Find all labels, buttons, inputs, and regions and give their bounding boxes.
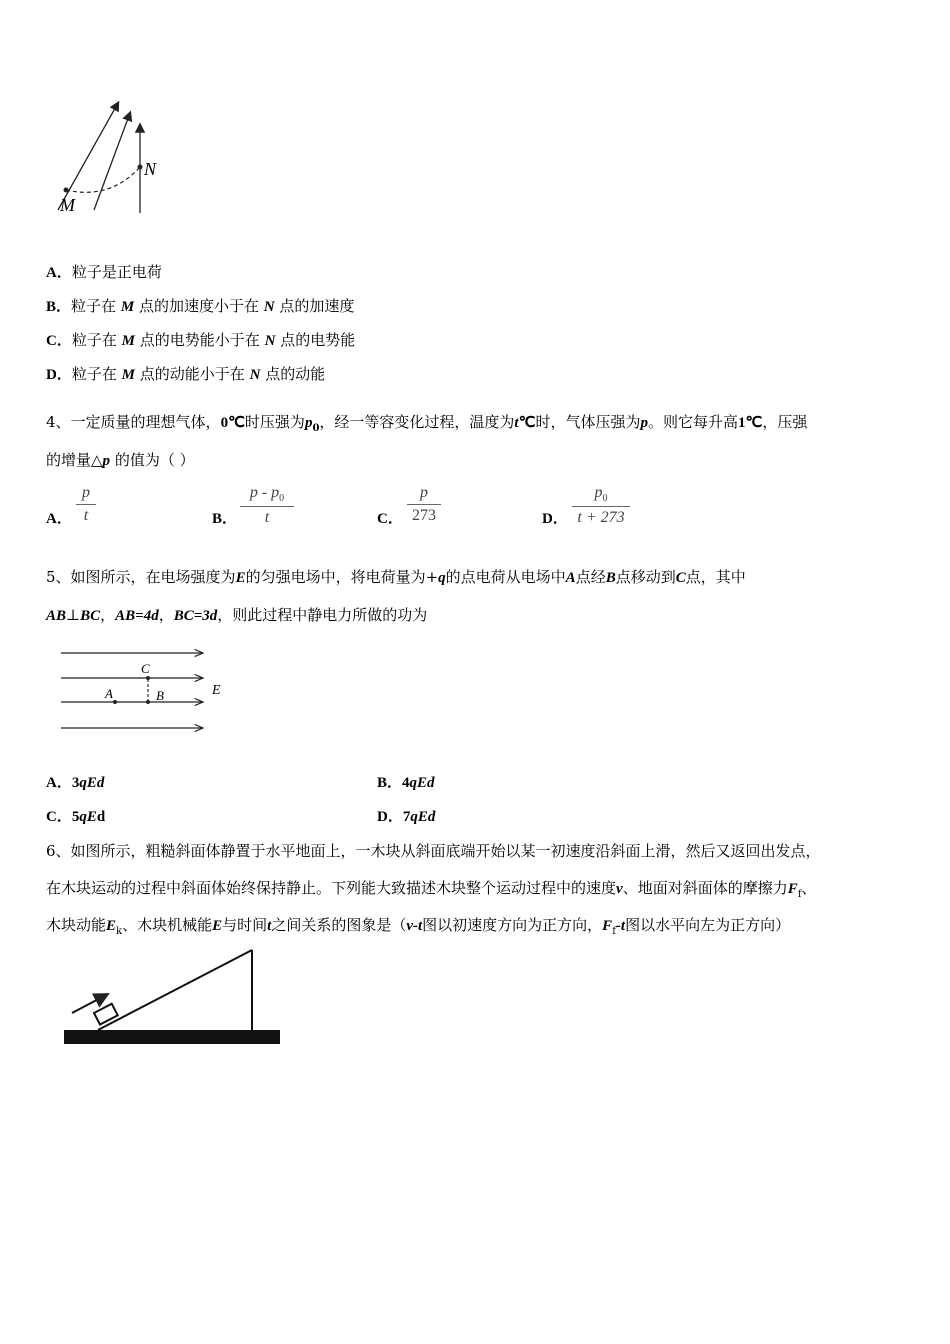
field-line-1 <box>58 103 118 210</box>
var-p: p <box>640 415 648 431</box>
q4-fraction-a <box>76 484 96 525</box>
option-text: qEd <box>410 809 436 825</box>
var-m: M <box>120 299 135 315</box>
var-m: M <box>121 367 135 383</box>
denominator: t <box>264 509 270 527</box>
option-number: 3 <box>71 775 80 791</box>
label-b: B <box>156 688 164 703</box>
text: 、 <box>801 879 817 897</box>
option-number: 4 <box>402 775 410 791</box>
sub-0: 0 <box>602 493 608 505</box>
sub-0: 0 <box>312 423 320 434</box>
text: ， <box>158 606 174 624</box>
option-text: qE <box>79 809 97 825</box>
var-dp: p <box>102 453 111 469</box>
text: 点移动到 <box>615 568 676 586</box>
q3-option-b[interactable]: B．粒子在 M 点的加速度小于在 N 点的加速度 <box>46 297 355 315</box>
option-letter: C <box>46 809 57 825</box>
option-letter: D <box>377 809 388 825</box>
text: ，则此过程中静电力所做的功为 <box>217 606 428 624</box>
option-text: 粒子在 <box>71 365 117 383</box>
option-letter: C <box>46 333 57 349</box>
option-text: 点的动能 <box>265 365 326 383</box>
option-text: 粒子是正电荷 <box>71 263 162 281</box>
option-number: 5 <box>71 809 80 825</box>
perp-symbol: ⊥ <box>66 606 81 624</box>
q5-option-a[interactable]: A．3qEd <box>46 775 105 791</box>
option-text: 点的动能小于在 <box>139 365 245 383</box>
option-number: 7 <box>402 809 411 825</box>
option-tail: d <box>96 809 106 825</box>
text: 的匀强电场中，将电荷量为+ <box>245 568 439 586</box>
var-e: E <box>212 918 223 934</box>
bc-value: BC=3d <box>173 608 218 624</box>
text: 点经 <box>575 568 606 586</box>
var-q: q <box>438 570 446 586</box>
option-text: 点的加速度 <box>279 297 355 315</box>
label-m: M <box>60 195 75 215</box>
point-m <box>64 188 69 193</box>
option-letter: A <box>46 265 57 281</box>
denominator: 273 <box>412 507 436 524</box>
text: 的点电荷从电场中 <box>445 568 566 586</box>
q4-option-d[interactable]: D． <box>542 511 568 527</box>
option-letter: A <box>46 511 57 527</box>
var-m: M <box>121 333 135 349</box>
q6-stem-line2 <box>46 877 816 900</box>
ft-t: -t <box>615 918 626 934</box>
q5-number: 5、 <box>46 568 71 586</box>
q4-fraction-d <box>572 484 630 527</box>
text: ，经一等容变化过程，温度为 <box>319 413 515 431</box>
seg-ab: AB <box>46 608 67 624</box>
var-n: N <box>263 299 275 315</box>
seg-bc: BC <box>80 608 101 624</box>
q5-stem-line1 <box>46 566 746 587</box>
text: 一定质量的理想气体， <box>70 413 221 431</box>
q3-field-figure <box>50 95 180 220</box>
label-c: C <box>141 661 150 676</box>
q6-number: 6、 <box>46 842 71 860</box>
text: 与时间 <box>222 916 268 934</box>
denominator: t + 273 <box>577 509 625 527</box>
text: 。则它每升高 <box>647 413 738 431</box>
text: ， <box>100 606 116 624</box>
denominator: t <box>83 507 89 524</box>
ground <box>64 1030 280 1044</box>
option-text: qEd <box>409 775 435 791</box>
var-e: E <box>235 570 246 586</box>
option-letter: B <box>46 299 57 315</box>
trajectory-curve <box>66 167 140 192</box>
label-a: A <box>105 686 113 701</box>
q5-option-c[interactable]: C．5qEd <box>46 809 106 825</box>
text: 、地面对斜面体的摩擦力 <box>622 879 788 897</box>
q3-option-d[interactable]: D．粒子在 M 点的动能小于在 N 点的动能 <box>46 365 326 383</box>
numerator: p <box>82 484 90 501</box>
point-b <box>146 700 150 704</box>
incline-surface <box>98 950 252 1030</box>
text: 点，其中 <box>685 568 746 586</box>
q4-fraction-b <box>240 484 294 527</box>
sub-0: 0 <box>279 493 285 505</box>
point-a <box>113 700 117 704</box>
text: 、木块机械能 <box>122 916 213 934</box>
numerator: p - p <box>249 484 280 501</box>
one-degree: 1℃ <box>737 415 763 431</box>
ab-value: AB=4d <box>115 608 159 624</box>
var-p0: p <box>304 415 313 431</box>
q6-incline-figure <box>60 945 285 1055</box>
point-n <box>138 165 143 170</box>
option-text: 粒子在 <box>71 297 117 315</box>
q5-stem-line2 <box>46 604 427 625</box>
text: 之间关系的图象是（ <box>271 916 407 934</box>
sub-f: f <box>612 926 616 937</box>
option-text: 点的加速度小于在 <box>138 297 259 315</box>
q6-stem-line1 <box>46 840 821 861</box>
option-letter: D <box>542 511 553 527</box>
q4-stem-line1 <box>46 411 807 434</box>
numerator: p <box>594 484 603 501</box>
text: 图以初速度方向为正方向， <box>422 916 603 934</box>
option-text: 点的电势能 <box>280 331 356 349</box>
q4-option-b[interactable]: B． <box>212 511 238 527</box>
var-b: B <box>605 570 616 586</box>
point-c <box>146 676 150 680</box>
text: 如图所示，在电场强度为 <box>70 568 236 586</box>
q5-option-b[interactable]: B．4qEd <box>377 775 435 791</box>
var-n: N <box>264 333 276 349</box>
numerator: p <box>420 484 428 501</box>
var-t: t <box>267 918 272 934</box>
option-text: 点的电势能小于在 <box>139 331 260 349</box>
sub-f: f <box>797 889 802 900</box>
option-text: 粒子在 <box>71 331 117 349</box>
var-n: N <box>249 367 261 383</box>
q6-stem-line3 <box>46 914 790 937</box>
q4-stem-line2 <box>46 449 195 470</box>
var-c: C <box>675 570 686 586</box>
q4-option-a[interactable]: A． <box>46 511 72 527</box>
field-line-2 <box>94 113 130 210</box>
option-letter: C <box>377 511 388 527</box>
q4-fraction-c <box>407 484 441 525</box>
label-e: E <box>212 683 221 698</box>
var-t: t <box>514 415 519 431</box>
var-ft: F <box>602 918 613 934</box>
var-f: F <box>787 881 798 897</box>
var-ek: E <box>106 918 117 934</box>
text: ，压强 <box>762 413 808 431</box>
label-n: N <box>144 159 157 179</box>
text: 木块动能 <box>46 916 107 934</box>
option-letter: B <box>212 511 223 527</box>
text: 的增量△ <box>46 451 103 469</box>
option-letter: D <box>46 367 57 383</box>
q5-field-figure <box>55 642 235 742</box>
vt-graph: v-t <box>406 918 423 934</box>
option-letter: A <box>46 775 57 791</box>
text: 的值为（ ） <box>110 451 195 469</box>
text: 如图所示，粗糙斜面体静置于水平地面上，一木块从斜面底端开始以某一初速度沿斜面上滑，然后又返回出发点， <box>70 842 821 860</box>
q4-option-c[interactable]: C． <box>377 511 403 527</box>
q4-number: 4、 <box>46 413 71 431</box>
option-text: qEd <box>79 775 105 791</box>
text: 时，气体压强为 <box>535 413 641 431</box>
sub-k: k <box>116 926 123 937</box>
var-a: A <box>565 570 576 586</box>
text: 图以水平向左为正方向） <box>625 916 791 934</box>
q5-option-d[interactable]: D．7qEd <box>377 809 436 825</box>
q3-option-a[interactable]: A．粒子是正电荷 <box>46 263 162 281</box>
option-letter: B <box>377 775 388 791</box>
var-v: v <box>616 881 623 897</box>
text: 时压强为 <box>244 413 305 431</box>
degree-c: ℃ <box>518 415 536 431</box>
temp-zero: 0℃ <box>220 415 245 431</box>
text: 在木块运动的过程中斜面体始终保持静止。下列能大致描述木块整个运动过程中的速度 <box>46 879 617 897</box>
q3-option-c[interactable]: C．粒子在 M 点的电势能小于在 N 点的电势能 <box>46 331 356 349</box>
